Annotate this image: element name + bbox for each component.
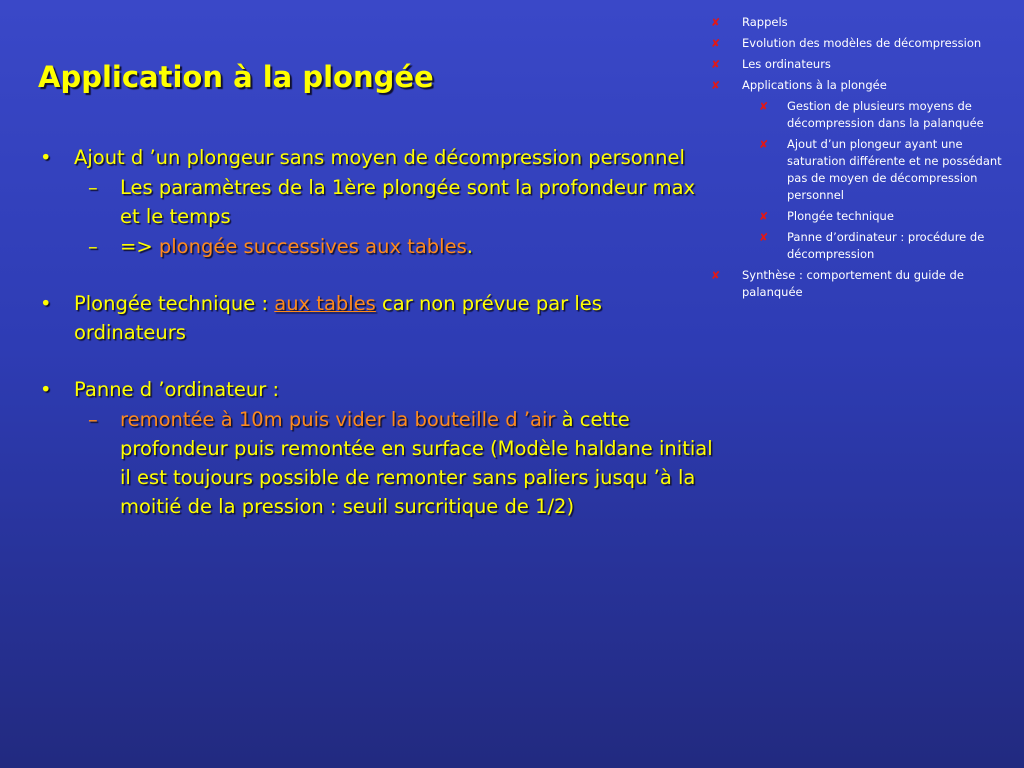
bullet-marker: •	[40, 292, 52, 315]
bullet-plongee-technique	[38, 289, 718, 347]
bullet-prefix: Plongée technique :	[74, 292, 275, 315]
highlighted-text: remontée à 10m puis vider la bouteille d ’air	[120, 408, 556, 431]
outline-subitem-label: Plongée technique	[787, 209, 894, 223]
bullet-text: Ajout d ’un plongeur sans moyen de décompression personnel	[74, 146, 685, 169]
outline-panel	[706, 14, 1018, 305]
dash-marker: –	[88, 176, 98, 199]
outline-item-label: Synthèse : comportement du guide de palanquée	[742, 268, 964, 299]
outline-item-label: Evolution des modèles de décompression	[742, 36, 982, 50]
outline-subitem-gestion[interactable]	[706, 98, 1018, 132]
sub-bullet-suffix: .	[466, 235, 473, 258]
outline-item-label: Les ordinateurs	[742, 57, 831, 71]
sub-bullet-suffix: à cette profondeur puis remontée en surface (Modèle haldane initial il est toujours possible de remonter sans paliers jusqu ’à la moitié de la pression : seuil surcritique de 1/2)	[120, 408, 713, 518]
sub-bullet-plongee-successives	[38, 232, 718, 261]
cross-icon: ✘	[711, 16, 721, 29]
bullet-ajout-plongeur	[38, 143, 718, 172]
slide-title: Application à la plongée	[38, 60, 434, 94]
outline-item-applications[interactable]	[706, 77, 1018, 94]
sub-bullet-parametres	[38, 173, 718, 231]
slide-content	[38, 143, 721, 521]
aux-tables-link[interactable]: aux tables	[274, 292, 376, 315]
dash-marker: –	[88, 408, 98, 431]
outline-item-ordinateurs[interactable]	[706, 56, 1018, 73]
outline-subitem-label: Ajout d’un plongeur ayant une saturation différente et ne possédant pas de moyen de décompression personnel	[787, 137, 1002, 202]
sub-bullet-text: Les paramètres de la 1ère plongée sont la profondeur max et le temps	[120, 176, 696, 228]
cross-icon: ✘	[711, 37, 721, 50]
outline-item-rappels[interactable]	[706, 14, 1018, 31]
outline-item-evolution[interactable]	[706, 35, 1018, 52]
outline-subitem-label: Panne d’ordinateur : procédure de décompression	[787, 230, 985, 261]
outline-subitem-label: Gestion de plusieurs moyens de décompression dans la palanquée	[787, 99, 984, 130]
cross-icon: ✘	[759, 138, 769, 151]
cross-icon: ✘	[759, 100, 769, 113]
cross-icon: ✘	[759, 210, 769, 223]
outline-subitem-technique[interactable]	[706, 208, 1018, 225]
outline-item-label: Applications à la plongée	[742, 78, 887, 92]
bullet-panne-ordinateur	[38, 375, 718, 404]
cross-icon: ✘	[711, 58, 721, 71]
cross-icon: ✘	[759, 231, 769, 244]
bullet-marker: •	[40, 146, 52, 169]
sub-bullet-remontee	[38, 405, 718, 521]
highlighted-text: plongée successives aux tables	[158, 235, 467, 258]
outline-item-label: Rappels	[742, 15, 788, 29]
outline-subitem-ajout[interactable]	[706, 136, 1018, 204]
bullet-text: Panne d ’ordinateur :	[74, 378, 280, 401]
bullet-suffix: car non prévue par les ordinateurs	[74, 292, 602, 344]
cross-icon: ✘	[711, 269, 721, 282]
sub-bullet-prefix: =>	[120, 235, 159, 258]
outline-item-synthese[interactable]	[706, 267, 1018, 301]
outline-subitem-panne[interactable]	[706, 229, 1018, 263]
dash-marker: –	[88, 235, 98, 258]
cross-icon: ✘	[711, 79, 721, 92]
bullet-marker: •	[40, 378, 52, 401]
